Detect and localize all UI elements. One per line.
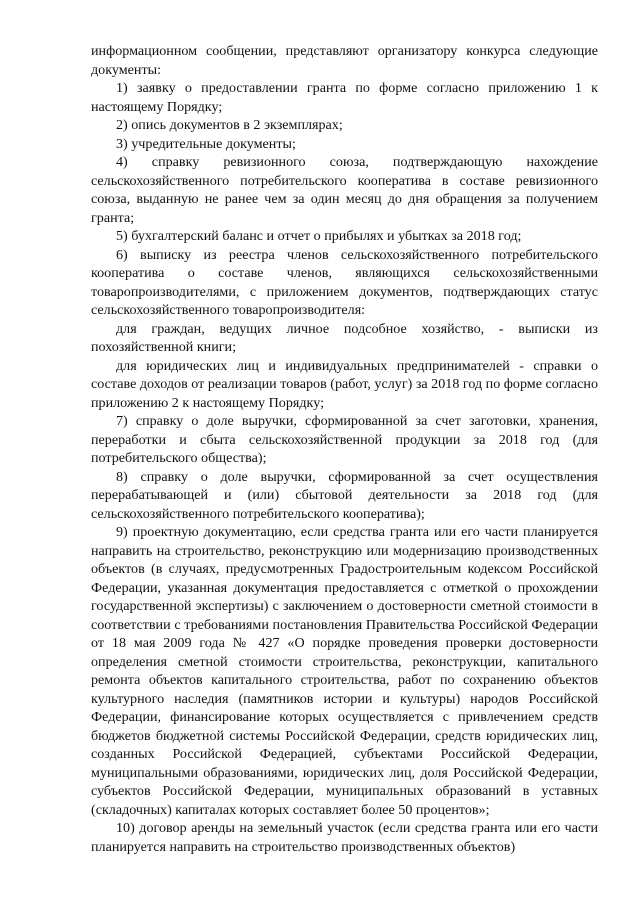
- paragraph-item-1: 1) заявку о предоставлении гранта по форме согласно приложению 1 к настоящему Порядку;: [91, 80, 598, 115]
- paragraph-item-2: 2) опись документов в 2 экземплярах;: [116, 117, 343, 133]
- paragraph-item-6-citizens: для граждан, ведущих личное подсобное хозяйство, - выписки из похозяйственной книги;: [91, 320, 598, 355]
- paragraph-item-8: 8) справку о доле выручки, сформированной за счет осуществления перерабатывающей и (или) сбытовой деятельности за 2018 год (для сельскохозяйственного потребительского кооператива);: [91, 468, 598, 522]
- paragraph-item-6: 6) выписку из реестра членов сельскохозяйственного потребительского кооператива о составе членов, являющихся сельскохозяйственными товаропроизводителями, с приложением документов, подтверждающих статус сельскохозяйственного товаропроизводителя:: [91, 246, 598, 318]
- paragraph-intro: информационном сообщении, представляют организатору конкурса следующие документы:: [91, 43, 598, 78]
- paragraph-item-6-legal-entities: для юридических лиц и индивидуальных предпринимателей - справки о составе доходов от реализации товаров (работ, услуг) за 2018 год по форме согласно приложению 2 к настоящему Порядку;: [91, 357, 598, 411]
- paragraph-item-9: 9) проектную документацию, если средства гранта или его части планируется направить на строительство, реконструкцию или модернизацию производственных объектов (в случаях, предусмотренных Градостроительным кодексом Российской Федерации, указанная документация предоставляется с отметкой о прохождении государственной экспертизы) с заключением о достоверности сметной стоимости в соответствии с требованиями постановления Правительства Российской Федерации от 18 мая 2009 года № 427 «О порядке проведения проверки достоверности определения сметной стоимости строительства, реконструкции, капитального ремонта объектов капитального строительства, работ по сохранению объектов культурного наследия (памятников истории и культуры) народов Российской Федерации, финансирование которых осуществляется с привлечением средств бюджетов бюджетной системы Российской Федерации, средств юридических лиц, созданных Российской Федерацией, субъектами Российской Федерации, муниципальными образованиями, юридических лиц, доля Российской Федерации, субъектов Российской Федерации, муниципальных образований в уставных (складочных) капиталах которых составляет более 50 процентов»;: [91, 524, 598, 818]
- paragraph-item-5: 5) бухгалтерский баланс и отчет о прибылях и убытках за 2018 год;: [116, 228, 522, 244]
- paragraph-item-10: 10) договор аренды на земельный участок (если средства гранта или его части планируется направить на строительство производственных объектов): [91, 820, 598, 855]
- paragraph-item-7: 7) справку о доле выручки, сформированной за счет заготовки, хранения, переработки и сбыта сельскохозяйственной продукции за 2018 год (для потребительского общества);: [91, 413, 598, 466]
- document-page: [91, 42, 598, 856]
- paragraph-item-4: 4) справку ревизионного союза, подтверждающую нахождение сельскохозяйственного потребительского кооператива в составе ревизионного союза, выданную не ранее чем за один месяц до дня обращения за получением гранта;: [91, 154, 598, 226]
- paragraph-item-3: 3) учредительные документы;: [116, 135, 296, 152]
